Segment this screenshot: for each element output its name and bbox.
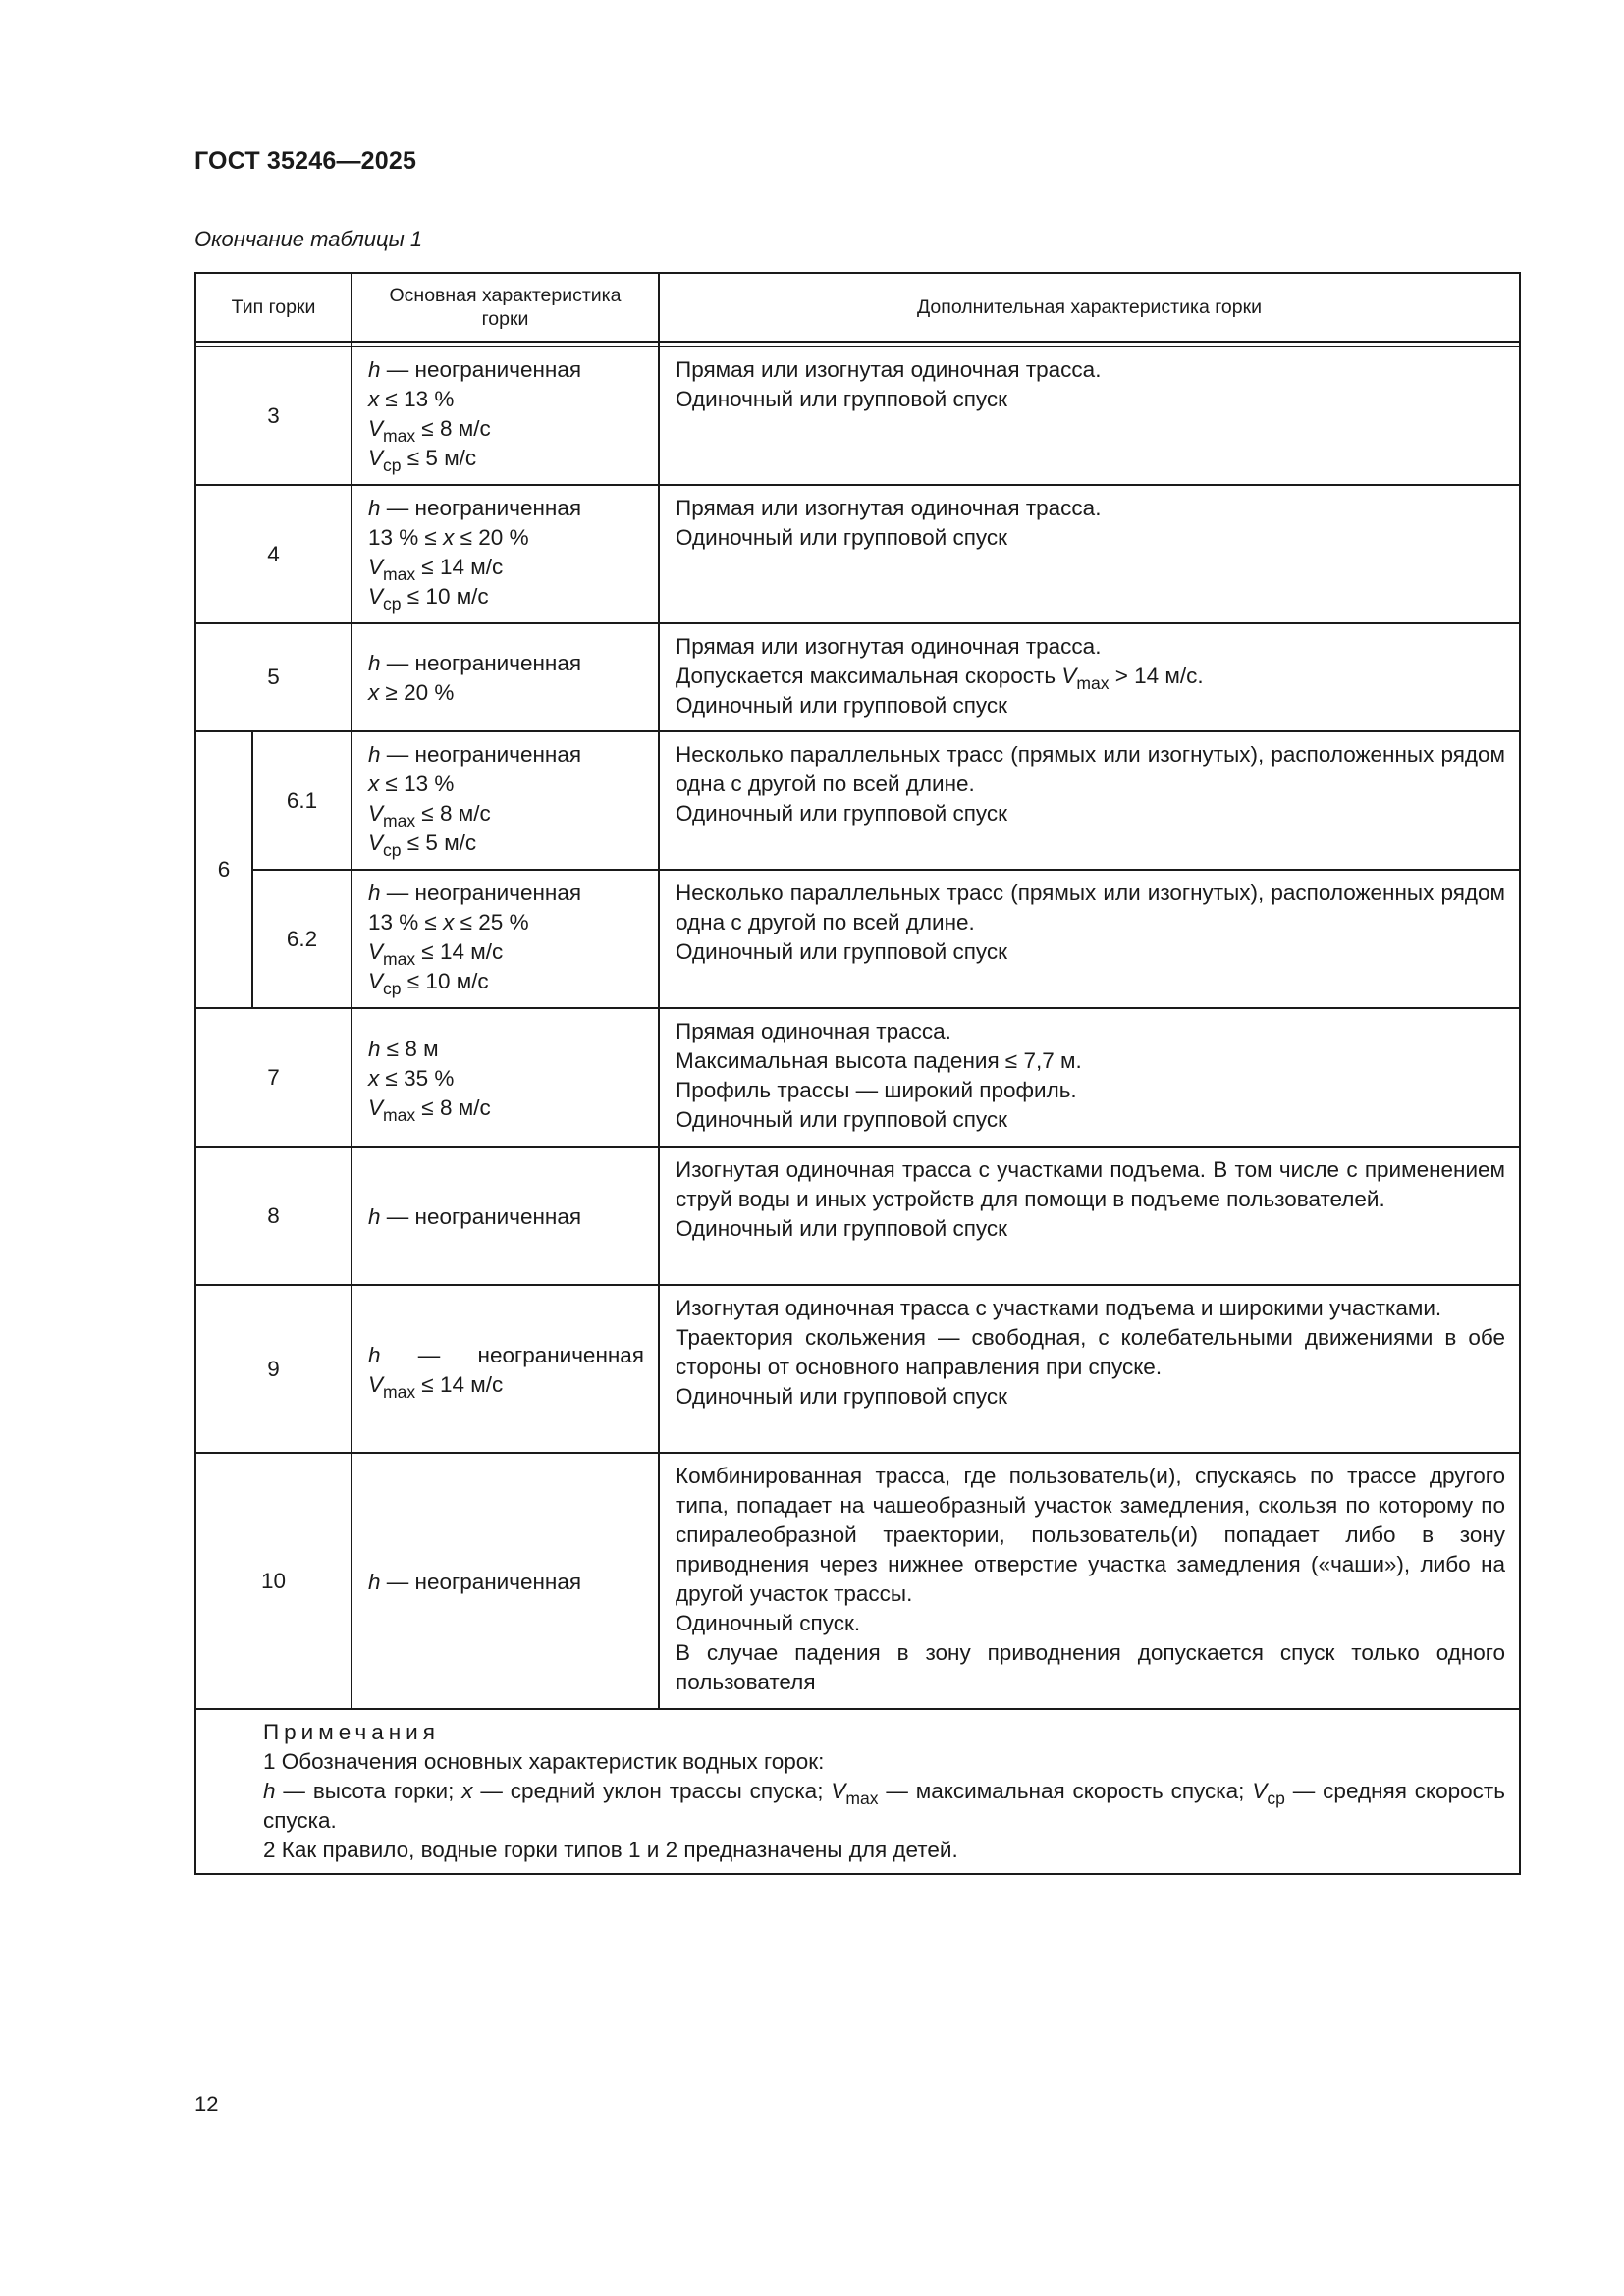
basic-h-dash: — bbox=[417, 1342, 441, 1367]
basic-x: ≤ 35 % bbox=[385, 1065, 455, 1091]
extra-line: Изогнутая одиночная трасса с участками подъема. В том числе с применением струй воды и иных устройств для помощи в подъеме пользователей. bbox=[676, 1157, 1506, 1211]
basic-vcp: ≤ 5 м/с bbox=[406, 830, 477, 855]
symbol-x: x bbox=[368, 387, 380, 411]
extra-line: Профиль трассы — широкий профиль. bbox=[676, 1078, 1077, 1102]
extra-cell bbox=[659, 347, 1520, 485]
symbol-x: x bbox=[368, 680, 380, 705]
note-x: — средний уклон трассы спуска; bbox=[480, 1779, 824, 1803]
header-type: Тип горки bbox=[195, 273, 352, 342]
note-1: 1 Обозначения основных характеристик водных горок: bbox=[263, 1749, 825, 1774]
symbol-max: max bbox=[383, 564, 416, 585]
extra-line: Прямая одиночная трасса. bbox=[676, 1019, 951, 1043]
symbol-v: V bbox=[831, 1779, 846, 1803]
basic-vmax: ≤ 8 м/с bbox=[421, 1095, 491, 1120]
page-number: 12 bbox=[194, 2092, 219, 2116]
basic-cell bbox=[352, 1453, 659, 1709]
basic-h: — неограниченная bbox=[386, 881, 582, 905]
symbol-h: h bbox=[368, 1203, 381, 1229]
table-row bbox=[195, 731, 1520, 870]
extra-line: Одиночный или групповой спуск bbox=[676, 939, 1007, 964]
basic-vcp: ≤ 10 м/с bbox=[406, 969, 489, 993]
notes-title: Примечания bbox=[263, 1720, 440, 1744]
table-row bbox=[195, 1008, 1520, 1147]
notes-row bbox=[195, 1709, 1520, 1874]
symbol-v: V bbox=[368, 1371, 384, 1397]
note-h: — высота горки; bbox=[283, 1779, 455, 1803]
basic-x-prefix: 13 % ≤ bbox=[368, 910, 437, 934]
basic-x: ≥ 20 % bbox=[385, 680, 455, 705]
note-2: 2 Как правило, водные горки типов 1 и 2 предназначены для детей. bbox=[263, 1838, 958, 1862]
basic-cell bbox=[352, 1008, 659, 1147]
extra-line: Прямая или изогнутая одиночная трасса. bbox=[676, 496, 1102, 520]
basic-x: ≤ 13 % bbox=[385, 387, 455, 411]
extra-cell bbox=[659, 623, 1520, 731]
subtype-cell: 6.2 bbox=[252, 870, 352, 1008]
extra-cell bbox=[659, 731, 1520, 870]
type-cell: 7 bbox=[195, 1008, 352, 1147]
symbol-cp: ср bbox=[1267, 1789, 1285, 1809]
extra-line: Прямая или изогнутая одиночная трасса. bbox=[676, 357, 1102, 382]
symbol-max: max bbox=[383, 1104, 416, 1125]
extra-cell bbox=[659, 485, 1520, 623]
document-code: ГОСТ 35246—2025 bbox=[194, 147, 417, 175]
basic-h: неограниченная bbox=[477, 1342, 644, 1367]
symbol-v: V bbox=[368, 969, 384, 993]
symbol-x: x bbox=[461, 1779, 473, 1803]
symbol-h: h bbox=[368, 1036, 381, 1061]
basic-cell bbox=[352, 347, 659, 485]
table-row bbox=[195, 623, 1520, 731]
extra-line: Комбинированная трасса, где пользователь(и), спускаясь по трассе другого типа, попадает на чашеобразный участок замедления, скользя по которому по спиралеобразной траектории, пользователь(и) попадает либо в зону приводнения через нижнее отверстие участка замедления («чаши»), либо на другой участок трассы. bbox=[676, 1464, 1506, 1606]
subtype-cell: 6.1 bbox=[252, 731, 352, 870]
symbol-h: h bbox=[263, 1779, 276, 1803]
basic-x-prefix: 13 % ≤ bbox=[368, 525, 437, 550]
basic-h: — неограниченная bbox=[386, 496, 582, 520]
symbol-v: V bbox=[368, 939, 384, 964]
type-cell: 5 bbox=[195, 623, 352, 731]
extra-line: Траектория скольжения — свободная, с колебательными движениями в обе стороны от основного направления при спуске. bbox=[676, 1325, 1506, 1379]
type-cell: 6 bbox=[195, 731, 252, 1008]
extra-line: Одиночный или групповой спуск bbox=[676, 525, 1007, 550]
header-basic: Основная характеристика горки bbox=[352, 273, 659, 342]
symbol-max: max bbox=[1076, 673, 1110, 694]
basic-cell bbox=[352, 1285, 659, 1453]
type-cell: 10 bbox=[195, 1453, 352, 1709]
extra-line: > 14 м/с. bbox=[1114, 664, 1204, 688]
type-cell: 8 bbox=[195, 1147, 352, 1285]
table-row bbox=[195, 485, 1520, 623]
basic-cell bbox=[352, 623, 659, 731]
basic-cell bbox=[352, 1147, 659, 1285]
symbol-h: h bbox=[368, 1342, 381, 1367]
type-cell: 3 bbox=[195, 347, 352, 485]
extra-line: Максимальная высота падения ≤ 7,7 м. bbox=[676, 1048, 1082, 1073]
symbol-x: x bbox=[443, 525, 455, 550]
extra-line: Несколько параллельных трасс (прямых или изогнутых), расположенных рядом одна с другой по всей длине. bbox=[676, 881, 1506, 934]
symbol-v: V bbox=[368, 1095, 384, 1120]
symbol-cp: ср bbox=[383, 979, 402, 999]
symbol-v: V bbox=[1252, 1779, 1268, 1803]
note-vcp: — средняя скорость спуска. bbox=[263, 1779, 1505, 1833]
header-extra: Дополнительная характеристика горки bbox=[659, 273, 1520, 342]
symbol-v: V bbox=[368, 555, 384, 579]
type-cell: 9 bbox=[195, 1285, 352, 1453]
symbol-max: max bbox=[845, 1789, 879, 1809]
table-row bbox=[195, 1147, 1520, 1285]
basic-h: — неограниченная bbox=[386, 1569, 582, 1594]
symbol-x: x bbox=[443, 910, 455, 934]
symbol-v: V bbox=[368, 830, 384, 855]
extra-cell bbox=[659, 870, 1520, 1008]
extra-line: Несколько параллельных трасс (прямых или изогнутых), расположенных рядом одна с другой по всей длине. bbox=[676, 742, 1506, 796]
basic-x: ≤ 13 % bbox=[385, 772, 455, 796]
basic-vmax: ≤ 14 м/с bbox=[421, 555, 504, 579]
basic-vcp: ≤ 5 м/с bbox=[406, 446, 477, 470]
extra-line: Одиночный или групповой спуск bbox=[676, 801, 1007, 826]
basic-vmax: ≤ 14 м/с bbox=[421, 1371, 504, 1397]
basic-vmax: ≤ 14 м/с bbox=[421, 939, 504, 964]
basic-h-row bbox=[368, 1341, 644, 1370]
extra-line: Допускается максимальная скорость bbox=[676, 664, 1056, 688]
symbol-x: x bbox=[368, 772, 380, 796]
extra-line: Прямая или изогнутая одиночная трасса. bbox=[676, 634, 1102, 659]
extra-cell bbox=[659, 1285, 1520, 1453]
symbol-max: max bbox=[383, 1381, 416, 1402]
symbol-v: V bbox=[368, 446, 384, 470]
basic-cell bbox=[352, 485, 659, 623]
symbol-v: V bbox=[1061, 664, 1077, 688]
symbol-h: h bbox=[368, 742, 381, 767]
extra-cell bbox=[659, 1453, 1520, 1709]
symbol-h: h bbox=[368, 357, 381, 382]
basic-h: — неограниченная bbox=[386, 357, 582, 382]
symbol-h: h bbox=[368, 881, 381, 905]
basic-vmax: ≤ 8 м/с bbox=[421, 416, 491, 441]
extra-line: Одиночный спуск. bbox=[676, 1611, 861, 1635]
symbol-v: V bbox=[368, 416, 384, 441]
slide-types-table bbox=[194, 272, 1521, 1875]
symbol-v: V bbox=[368, 584, 384, 609]
basic-cell bbox=[352, 870, 659, 1008]
extra-line: Одиночный или групповой спуск bbox=[676, 1216, 1007, 1241]
symbol-h: h bbox=[368, 496, 381, 520]
symbol-max: max bbox=[383, 426, 416, 447]
table-row bbox=[195, 1453, 1520, 1709]
symbol-cp: ср bbox=[383, 455, 402, 476]
extra-cell bbox=[659, 1008, 1520, 1147]
basic-h: ≤ 8 м bbox=[386, 1036, 439, 1061]
basic-cell bbox=[352, 731, 659, 870]
symbol-max: max bbox=[383, 811, 416, 831]
symbol-cp: ср bbox=[383, 840, 402, 861]
symbol-max: max bbox=[383, 949, 416, 970]
symbol-x: x bbox=[368, 1065, 380, 1091]
basic-vcp: ≤ 10 м/с bbox=[406, 584, 489, 609]
table-row bbox=[195, 870, 1520, 1008]
table-caption: Окончание таблицы 1 bbox=[194, 227, 423, 251]
basic-h: — неограниченная bbox=[386, 651, 582, 675]
notes-cell bbox=[195, 1709, 1520, 1874]
note-vmax: — максимальная скорость спуска; bbox=[886, 1779, 1245, 1803]
symbol-cp: ср bbox=[383, 594, 402, 614]
extra-line: В случае падения в зону приводнения допускается спуск только одного пользователя bbox=[676, 1640, 1506, 1694]
extra-line: Одиночный или групповой спуск bbox=[676, 1384, 1007, 1409]
basic-x: ≤ 25 % bbox=[460, 910, 529, 934]
symbol-h: h bbox=[368, 651, 381, 675]
extra-line: Одиночный или групповой спуск bbox=[676, 693, 1007, 718]
extra-line: Одиночный или групповой спуск bbox=[676, 1107, 1007, 1132]
type-cell: 4 bbox=[195, 485, 352, 623]
extra-line: Изогнутая одиночная трасса с участками подъема и широкими участками. bbox=[676, 1296, 1442, 1320]
note-1-symbols bbox=[212, 1777, 1505, 1836]
basic-vmax: ≤ 8 м/с bbox=[421, 801, 491, 826]
basic-h: — неограниченная bbox=[386, 742, 582, 767]
symbol-h: h bbox=[368, 1569, 381, 1594]
table-header-row bbox=[195, 273, 1520, 342]
basic-h: — неограниченная bbox=[386, 1203, 582, 1229]
table-row bbox=[195, 347, 1520, 485]
extra-cell bbox=[659, 1147, 1520, 1285]
table-row bbox=[195, 1285, 1520, 1453]
basic-x: ≤ 20 % bbox=[460, 525, 529, 550]
extra-line: Одиночный или групповой спуск bbox=[676, 387, 1007, 411]
symbol-v: V bbox=[368, 801, 384, 826]
